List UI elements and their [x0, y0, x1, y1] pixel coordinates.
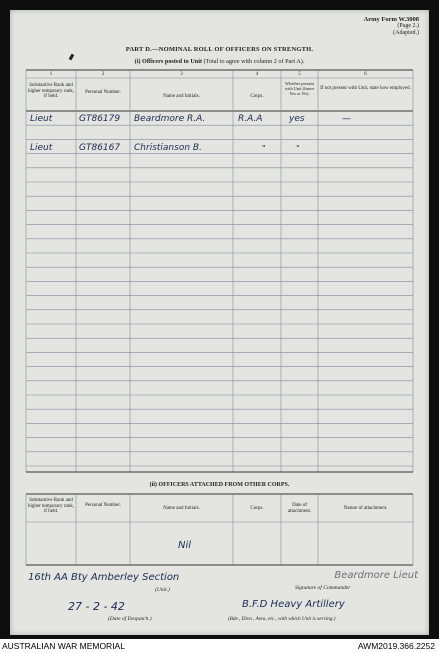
signature-label: Signature of Commander	[295, 585, 351, 591]
part-title: PART D.—NOMINAL ROLL OF OFFICERS ON STRENGTH.	[125, 46, 314, 53]
row1-rank: Lieut	[30, 114, 53, 124]
row1-name: Beardmore R.A.	[134, 114, 206, 124]
s2-header-date: Date of attachment.	[287, 503, 312, 514]
row1-corps: R.A.A	[238, 114, 263, 124]
col-header-number: Personal Number.	[85, 90, 121, 95]
s2-header-name: Name and Initials.	[163, 506, 200, 511]
row1-employed: —	[342, 114, 351, 124]
table-grid	[10, 10, 429, 635]
section1-title-bold: (i) Officers posted to Unit	[134, 58, 203, 65]
bde-handwritten: B.F.D Heavy Artillery	[242, 599, 345, 610]
col-header-corps: Corps.	[250, 94, 264, 99]
unit-handwritten: 16th AA Bty Amberley Section	[28, 572, 180, 583]
s2-header-rank: Substantive Rank and higher temporary rank, if held.	[28, 498, 74, 515]
col-header-present: Whether present with Unit (Insert Yes or No).	[284, 81, 315, 96]
document-page	[10, 10, 429, 635]
col-header-rank: Substantive Rank and higher temporary rank, if held.	[28, 83, 74, 100]
section1-title-rest: (Total to agree with column 2 of Part A).	[202, 58, 305, 65]
col-number-4: 4	[255, 72, 259, 77]
form-page: (Page 2.)	[397, 23, 419, 29]
date-label: (Date of Despatch.)	[108, 616, 152, 622]
row1-present: yes	[289, 114, 305, 124]
row2-corps: "	[262, 144, 266, 153]
col-number-5: 5	[298, 72, 301, 77]
row2-present: "	[296, 144, 300, 153]
row2-rank: Lieut	[30, 143, 53, 153]
col-number-3: 3	[180, 72, 183, 77]
bde-label: (Bde., Divn., Area, etc., with which Unit is serving.)	[228, 616, 336, 622]
signature-handwritten: Beardmore Lieut	[334, 570, 418, 581]
s2-nil-entry: Nil	[178, 540, 192, 551]
s2-header-number: Personal Number.	[85, 503, 121, 508]
col-number-6: 6	[364, 72, 367, 77]
form-name: Army Form W.3008	[363, 16, 419, 23]
form-adapted: (Adapted.)	[393, 30, 419, 36]
s2-header-corps: Corps.	[250, 506, 264, 511]
section2-title: (ii) OFFICERS ATTACHED FROM OTHER CORPS.	[149, 482, 290, 488]
col-header-name: Name and Initials.	[163, 94, 200, 99]
col-header-employed: If not present with Unit, state how employed.	[320, 86, 411, 91]
date-handwritten: 27 - 2 - 42	[68, 600, 125, 613]
caption-institution: AUSTRALIAN WAR MEMORIAL	[2, 641, 125, 651]
caption-accession: AWM2019.366.2252	[357, 641, 435, 651]
row2-name: Christianson B.	[134, 143, 202, 153]
row1-number: GT86179	[79, 114, 121, 124]
col-number-2: 2	[101, 72, 105, 77]
row2-number: GT86167	[79, 143, 121, 153]
archive-caption	[0, 639, 439, 653]
unit-label: (Unit.)	[155, 587, 170, 593]
s2-header-nature: Nature of attachment.	[343, 506, 388, 511]
col-number-1: 1	[49, 72, 53, 77]
